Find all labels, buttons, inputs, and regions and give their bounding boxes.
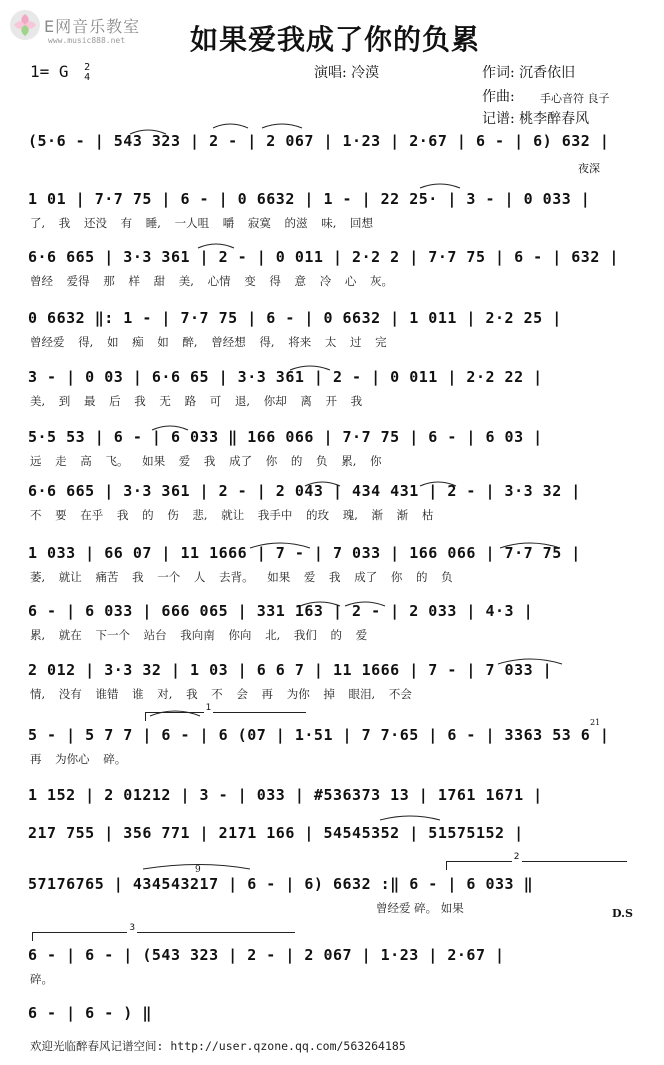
volta-label: 1 <box>205 703 212 713</box>
lyrics: 再 为你心 碎。 <box>30 752 127 766</box>
composer-credit: 手心音符 良子 <box>540 92 610 105</box>
score-line-9 <box>0 598 664 658</box>
notes: 6·6 665 | 3·3 361 | 2 - | 0 011 | 2·2 2 | 7·7 75 | 6 - | 632 | <box>28 248 619 266</box>
score-line-14 <box>0 852 664 931</box>
song-title: 如果爱我成了你的负累 <box>190 23 481 56</box>
lyrics: 曾经爱 碎。 如果 <box>376 901 464 915</box>
notes: 3 - | 0 03 | 6·6 65 | 3·3 361 | 2 - | 0 011 | 2·2 22 | <box>28 368 543 386</box>
flower-icon <box>8 8 42 42</box>
lyrics: 碎。 <box>30 972 53 986</box>
score-line-8 <box>0 540 664 600</box>
notes: 6 - | 6 033 | 666 065 | 331 163 | 2 - | 2 033 | 4·3 | <box>28 602 534 620</box>
score-line-6 <box>0 424 664 484</box>
site-logo <box>8 8 168 54</box>
volta-label: 3 <box>129 923 136 933</box>
notes: 57176765 | 434543217 | 6 - | 6) 6632 :‖ 6 - | 6 033 ‖ <box>28 875 534 893</box>
notes: (5·6 - | 543 323 | 2 - | 2 067 | 1·23 | 2·67 | 6 - | 6) 632 | <box>28 132 610 150</box>
tuplet-label: 9 <box>195 865 201 875</box>
score-line-11 <box>0 703 664 782</box>
ds-mark: D.S <box>612 907 633 920</box>
lyricist-credit: 作词: 沉香依旧 <box>482 65 576 81</box>
lyrics: 远 走 高 飞。 如果 爱 我 成了 你 的 负 累, 你 <box>30 454 382 468</box>
lyrics: 情, 没有 谁错 谁 对, 我 不 会 再 为你 掉 眼泪, 不会 <box>30 687 412 701</box>
notes: 5·5 53 | 6 - | 6 033 ‖ 166 066 | 7·7 75 | 6 - | 6 03 | <box>28 428 543 446</box>
lyrics: 美, 到 最 后 我 无 路 可 退, 你却 离 开 我 <box>30 394 363 408</box>
notes: 0 6632 ‖: 1 - | 7·7 75 | 6 - | 0 6632 | 1 011 | 2·2 25 | <box>28 309 562 327</box>
grace-label: 21 <box>590 718 601 727</box>
singer-credit: 演唱: 冷漠 <box>314 65 380 81</box>
notes: 1 152 | 2 01212 | 3 - | 033 | #536373 13 | 1761 1671 | <box>28 786 543 804</box>
notes: 1 01 | 7·7 75 | 6 - | 0 6632 | 1 - | 22 25· | 3 - | 0 033 | <box>28 190 591 208</box>
time-top: 2 <box>84 61 91 73</box>
lyrics: 不 要 在乎 我 的 伤 悲, 就让 我手中 的玫 瑰, 渐 渐 枯 <box>30 508 434 522</box>
time-bottom: 4 <box>84 71 91 83</box>
score-line-1 <box>0 128 664 188</box>
notes: 6 - | 6 - ) ‖ <box>28 1004 152 1022</box>
lyrics: 萎, 就让 痛苦 我 一个 人 去背。 如果 爱 我 成了 你 的 负 <box>30 570 453 584</box>
volta-bracket <box>446 852 627 870</box>
notes: 217 755 | 356 771 | 2171 166 | 54545352 | 51575152 | <box>28 824 524 842</box>
volta-bracket <box>32 923 295 941</box>
lyrics: 曾经爱 得, 如 痴 如 醉, 曾经想 得, 将来 太 过 完 <box>30 335 387 349</box>
brand-site: www.music888.net <box>48 36 126 45</box>
score-line-15 <box>0 923 664 1002</box>
key-label: 1= G <box>30 62 69 81</box>
volta-bracket <box>145 703 306 721</box>
lyrics: 累, 就在 下一个 站台 我向南 你向 北, 我们 的 爱 <box>30 628 368 642</box>
line-annotation: 夜深 <box>578 162 600 175</box>
notes: 1 033 | 66 07 | 11 1666 | 7 - | 7 033 | 166 066 | 7·7 75 | <box>28 544 581 562</box>
score-line-10 <box>0 657 664 717</box>
notes: 2 012 | 3·3 32 | 1 03 | 6 6 7 | 11 1666 | 7 - | 7 033 | <box>28 661 553 679</box>
footer-text: 欢迎光临醉春风记谱空间: http://user.qzone.qq.com/563264185 <box>30 1039 406 1053</box>
score-line-4 <box>0 305 664 365</box>
composer-label: 作曲: <box>482 89 515 105</box>
score-line-3 <box>0 244 664 304</box>
key-signature <box>30 62 90 83</box>
brand-name: E网音乐教室 <box>44 17 141 36</box>
lyrics: 了, 我 还没 有 睡, 一人咀 嚼 寂寞 的滋 味, 回想 <box>30 216 374 230</box>
lyrics: 曾经 爱得 那 样 甜 美, 心情 变 得 意 冷 心 灰。 <box>30 274 394 288</box>
notes: 5 - | 5 7 7 | 6 - | 6 (07 | 1·51 | 7 7·65 | 6 - | 3363 53 6 | <box>28 726 610 744</box>
score-line-5 <box>0 364 664 424</box>
notes: 6·6 665 | 3·3 361 | 2 - | 2 043 | 434 431 | 2 - | 3·3 32 | <box>28 482 581 500</box>
volta-label: 2 <box>513 852 520 862</box>
score-line-7 <box>0 478 664 538</box>
time-signature <box>84 63 90 83</box>
score-line-2 <box>0 186 664 246</box>
notes: 6 - | 6 - | (543 323 | 2 - | 2 067 | 1·23 | 2·67 | <box>28 946 505 964</box>
transcriber-credit: 记谱: 桃李醉春风 <box>482 111 590 127</box>
